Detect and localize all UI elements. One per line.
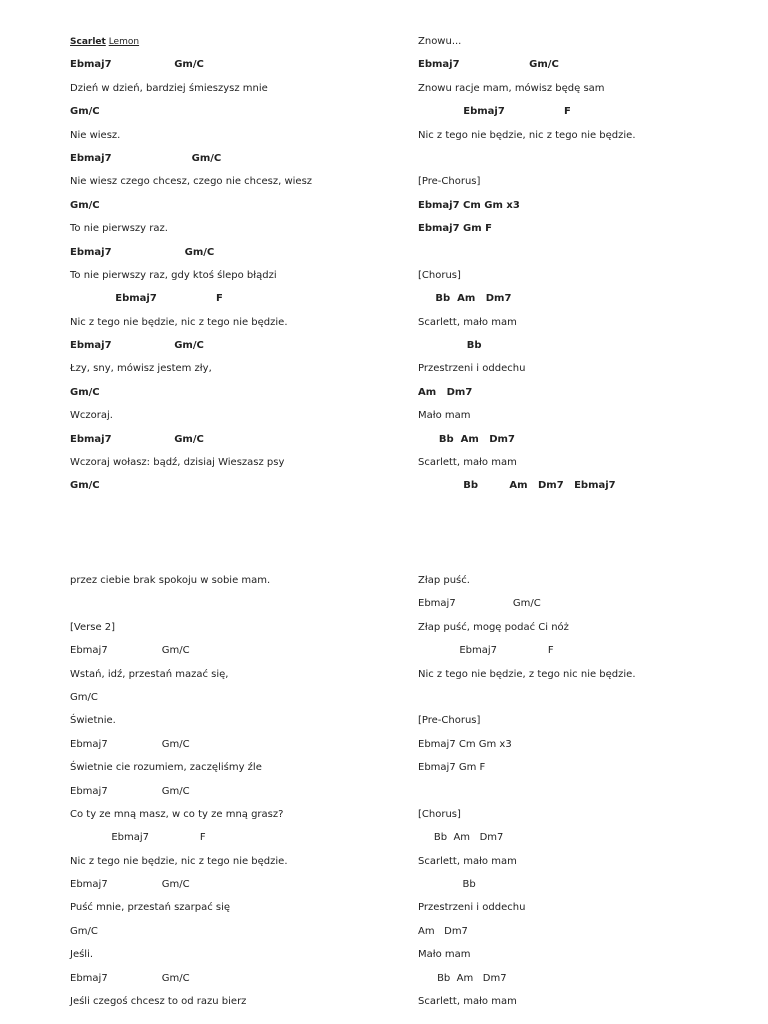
page-2-left-column (70, 574, 390, 1018)
chord-line: Ebmaj7 Gm/C (418, 598, 541, 610)
lyric-line: Nic z tego nie będzie, nic z tego nie będzie. (70, 855, 288, 867)
chord-line: Gm/C (70, 925, 98, 937)
lyric-line: Znowu... (418, 36, 462, 47)
lyric-line: Nic z tego nie będzie, nic z tego nie będzie. (418, 129, 636, 141)
lyric-line: Wczoraj wołasz: bądź, dzisiaj Wieszasz psy (70, 457, 285, 469)
lyric-line: Mało mam (418, 410, 471, 422)
chord-line: Ebmaj7 Gm F (418, 223, 492, 235)
lyric-line: [Chorus] (418, 269, 461, 281)
chord-line: Ebmaj7 Gm/C (70, 433, 204, 445)
chord-line: Ebmaj7 Gm/C (418, 59, 559, 71)
blank-line (418, 691, 758, 714)
lyric-line: Nie wiesz. (70, 129, 121, 141)
lyric-line: Świetnie. (70, 715, 116, 727)
chord-line: Bb Am Dm7 (418, 972, 507, 984)
chord-line: Bb Am Dm7 (418, 433, 515, 445)
chord-line: Bb Am Dm7 (418, 293, 512, 305)
chord-line: Gm/C (70, 199, 100, 211)
lyric-line: [Pre-Chorus] (418, 176, 481, 188)
chord-line: Bb Am Dm7 (418, 832, 504, 844)
lyric-line: Przestrzeni i oddechu (418, 902, 526, 914)
lyric-line: Jeśli. (70, 949, 94, 961)
lyric-line: Łzy, sny, mówisz jestem zły, (70, 363, 212, 375)
lyric-line: [Verse 2] (70, 621, 116, 633)
lyric-line: Puść mnie, przestań szarpać się (70, 902, 231, 914)
song-title (70, 35, 390, 58)
lyric-line: Scarlett, mało mam (418, 457, 517, 469)
lyric-line: Nic z tego nie będzie, nic z tego nie będzie. (70, 316, 288, 328)
blank-line (418, 785, 758, 808)
chord-line: Ebmaj7 Gm/C (70, 246, 215, 258)
chord-line: Ebmaj7 F (70, 832, 206, 844)
chord-line: Bb (418, 879, 476, 891)
lyric-line: Scarlett, mało mam (418, 855, 517, 867)
chord-line: Bb (418, 340, 482, 352)
lyric-line: Złap puść. (418, 575, 470, 586)
chord-line: Ebmaj7 F (418, 645, 554, 657)
blank-line (70, 597, 390, 620)
lyric-line: Nic z tego nie będzie, z tego nic nie będzie. (418, 668, 636, 680)
chord-line: Ebmaj7 Gm F (418, 762, 486, 774)
song-title-name: Lemon (108, 37, 140, 47)
page-1-right-column (418, 35, 758, 495)
chord-line: Ebmaj7 Cm Gm x3 (418, 738, 512, 750)
chord-line: Gm/C (70, 106, 100, 118)
chord-line: Ebmaj7 Gm/C (70, 152, 222, 164)
lyric-line: Wczoraj. (70, 410, 113, 422)
lyric-line: [Pre-Chorus] (418, 715, 481, 727)
lyric-line: To nie pierwszy raz, gdy ktoś ślepo błądzi (70, 269, 277, 281)
lyric-line: Nie wiesz czego chcesz, czego nie chcesz, wiesz (70, 176, 313, 188)
lyric-line: Wstań, idź, przestań mazać się, (70, 668, 229, 680)
chord-line: Ebmaj7 F (70, 293, 223, 305)
chord-line: Ebmaj7 Gm/C (70, 645, 190, 657)
lyric-line: przez ciebie brak spokoju w sobie mam. (70, 575, 271, 586)
chord-line: Am Dm7 (418, 386, 473, 398)
chord-line: Ebmaj7 Gm/C (70, 59, 204, 71)
song-title-artist: Scarlet (70, 37, 106, 47)
page-2-right-column (418, 574, 758, 1018)
lyric-line: Scarlett, mało mam (418, 996, 517, 1008)
lyric-line: Znowu racje mam, mówisz będę sam (418, 82, 605, 94)
chord-line: Bb Am Dm7 Ebmaj7 (418, 480, 616, 492)
chord-line: Ebmaj7 Gm/C (70, 785, 190, 797)
chord-line: Am Dm7 (418, 925, 468, 937)
lyric-line: To nie pierwszy raz. (70, 223, 168, 235)
lyric-line: Złap puść, mogę podać Ci nóż (418, 621, 569, 633)
chord-line: Ebmaj7 Gm/C (70, 879, 190, 891)
lyric-line: Co ty ze mną masz, w co ty ze mną grasz? (70, 808, 284, 820)
lyric-line: Dzień w dzień, bardziej śmieszysz mnie (70, 82, 268, 94)
chord-line: Gm/C (70, 480, 100, 492)
blank-line (418, 152, 758, 175)
chord-line: Ebmaj7 Cm Gm x3 (418, 199, 520, 211)
blank-line (418, 246, 758, 269)
lyric-line: Świetnie cie rozumiem, zaczęliśmy źle (70, 762, 262, 774)
chord-line: Ebmaj7 Gm/C (70, 738, 190, 750)
lyric-line: [Chorus] (418, 808, 461, 820)
chord-line: Ebmaj7 Gm/C (70, 972, 190, 984)
chord-line: Gm/C (70, 386, 100, 398)
lyric-line: Jeśli czegoś chcesz to od razu bierz (70, 996, 247, 1008)
page-1 (0, 0, 768, 495)
lyric-line: Scarlett, mało mam (418, 316, 517, 328)
lyric-line: Mało mam (418, 949, 471, 961)
chord-line: Ebmaj7 Gm/C (70, 340, 204, 352)
chord-line: Ebmaj7 F (418, 106, 571, 118)
lyric-line: Przestrzeni i oddechu (418, 363, 526, 375)
chord-line: Gm/C (70, 691, 98, 703)
page-1-left-column (70, 35, 390, 495)
page-2 (0, 573, 768, 1024)
